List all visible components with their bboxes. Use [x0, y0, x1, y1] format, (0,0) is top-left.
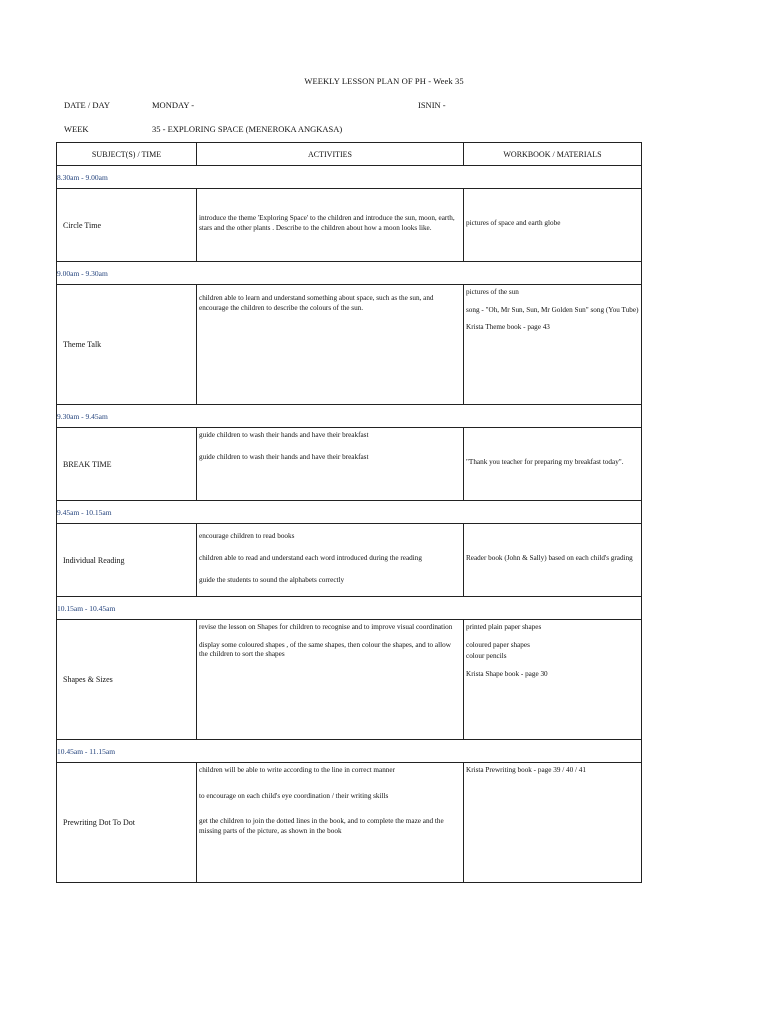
material-text: Reader book (John & Sally) based on each child's grading — [466, 554, 633, 563]
materials-cell — [464, 428, 642, 501]
time-row — [57, 405, 642, 428]
activity-text: guide children to wash their hands and have their breakfast — [199, 452, 369, 461]
materials-cell — [464, 763, 642, 883]
time-slot: 9.00am - 9.30am — [57, 262, 642, 285]
activity-text: display some coloured shapes , of the same shapes, then colour the shapes, and to allow the children to sort the shapes — [199, 640, 451, 659]
material-text: Krista Prewriting book - page 39 / 40 / 41 — [466, 766, 586, 774]
material-text: printed plain paper shapes — [466, 623, 542, 631]
time-row — [57, 166, 642, 189]
activity-text: to encourage on each child's eye coordination / their writing skills — [199, 791, 389, 800]
material-text: coloured paper shapes — [466, 640, 530, 649]
subject-cell: BREAK TIME — [57, 428, 197, 501]
time-slot: 8.30am - 9.00am — [57, 166, 642, 189]
subject-cell: Shapes & Sizes — [57, 620, 197, 740]
time-slot: 10.15am - 10.45am — [57, 597, 642, 620]
header-materials: WORKBOOK / MATERIALS — [464, 143, 642, 166]
time-slot: 9.30am - 9.45am — [57, 405, 642, 428]
table-row — [57, 285, 642, 405]
activity-text: get the children to join the dotted lines in the book, and to complete the maze and the missing parts of the picture, as shown in the book — [199, 817, 444, 836]
table-row — [57, 428, 642, 501]
activity-text: guide the students to sound the alphabets correctly — [199, 575, 345, 584]
activity-text: guide children to wash their hands and have their breakfast — [199, 431, 369, 439]
subject-cell: Prewriting Dot To Dot — [57, 763, 197, 883]
document-title: WEEKLY LESSON PLAN OF PH - Week 35 — [304, 76, 464, 86]
subject-cell: Circle Time — [57, 189, 197, 262]
table-row — [57, 620, 642, 740]
lesson-plan-table — [56, 142, 642, 883]
table-row — [57, 189, 642, 262]
material-text: "Thank you teacher for preparing my breakfast today". — [466, 458, 624, 467]
activities-cell — [197, 620, 464, 740]
activities-cell — [197, 189, 464, 262]
date-label: DATE / DAY — [64, 100, 110, 110]
activity-text: introduce the theme 'Exploring Space' to the children and introduce the sun, moon, earth, stars and the other plants . Describe to the children about how a moon looks like. — [199, 214, 455, 232]
materials-cell — [464, 285, 642, 405]
material-text: colour pencils — [466, 652, 507, 661]
time-row — [57, 262, 642, 285]
subject-cell: Individual Reading — [57, 524, 197, 597]
time-row — [57, 597, 642, 620]
time-slot: 9.45am - 10.15am — [57, 501, 642, 524]
table-row — [57, 763, 642, 883]
material-text: pictures of space and earth globe — [466, 219, 561, 228]
subject-cell: Theme Talk — [57, 285, 197, 405]
material-text: song - "Oh, Mr Sun, Sun, Mr Golden Sun" song (You Tube) — [466, 305, 639, 314]
week-label: WEEK — [64, 124, 89, 134]
activity-text: revise the lesson on Shapes for children to recognise and to improve visual coordination — [199, 623, 453, 631]
time-slot: 10.45am - 11.15am — [57, 740, 642, 763]
activities-cell — [197, 763, 464, 883]
time-row — [57, 501, 642, 524]
material-text: Krista Theme book - page 43 — [466, 323, 550, 332]
header-subject-time: SUBJECT(S) / TIME — [57, 143, 197, 166]
material-text: Krista Shape book - page 30 — [466, 670, 548, 679]
isnin-label: ISNIN - — [418, 100, 446, 110]
header-activities: ACTIVITIES — [197, 143, 464, 166]
date-value: MONDAY - — [152, 100, 195, 110]
activities-cell — [197, 285, 464, 405]
activity-text: encourage children to read books — [199, 532, 295, 541]
materials-cell — [464, 524, 642, 597]
week-value: 35 - EXPLORING SPACE (MENEROKA ANGKASA) — [152, 124, 343, 134]
table-header-row — [57, 143, 642, 166]
time-row — [57, 740, 642, 763]
activity-text: children able to read and understand each word introduced during the reading — [199, 554, 422, 563]
materials-cell — [464, 189, 642, 262]
materials-cell — [464, 620, 642, 740]
table-row — [57, 524, 642, 597]
material-text: pictures of the sun — [466, 288, 519, 296]
activities-cell — [197, 428, 464, 501]
activity-text: children able to learn and understand something about space, such as the sun, and encourage the children to describe the colours of the sun. — [199, 294, 434, 312]
activities-cell — [197, 524, 464, 597]
activity-text: children will be able to write according to the line in correct manner — [199, 766, 395, 774]
